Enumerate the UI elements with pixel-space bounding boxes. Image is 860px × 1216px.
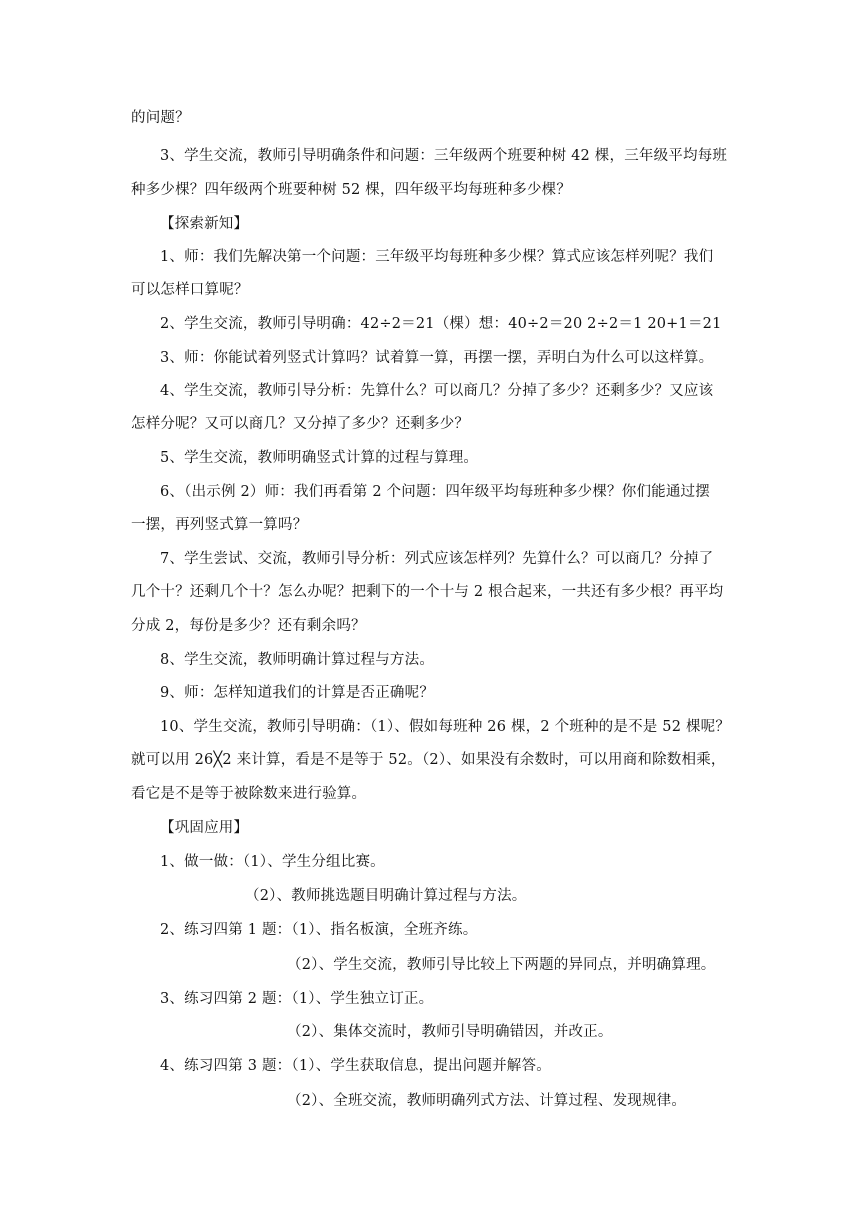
section-heading: 【巩固应用】 (160, 820, 249, 836)
text-line: 1、做一做：（1）、学生分组比赛。 (160, 854, 385, 870)
text-line: 8、学生交流，教师明确计算过程与方法。 (160, 652, 435, 668)
text-line: 1、师：我们先解决第一个问题：三年级平均每班种多少棵？算式应该怎样列呢？我们 (160, 249, 714, 265)
text-line: 怎样分呢？又可以商几？又分掉了多少？还剩多少？ (131, 416, 470, 432)
text-line: 分成 2，每份是多少？还有剩余吗？ (131, 618, 366, 634)
text-line: 的问题？ (131, 110, 190, 126)
text-line: 就可以用 26╳2 来计算，看是不是等于 52。（2）、如果没有余数时，可以用商和除数相乘， (131, 752, 726, 768)
text-line: 6、（出示例 2）师：我们再看第 2 个问题：四年级平均每班种多少棵？你们能通过摆 (160, 484, 710, 500)
text-line: 4、练习四第 3 题：（1）、学生获取信息，提出问题并解答。 (160, 1058, 551, 1074)
text-line: 4、学生交流，教师引导分析：先算什么？可以商几？分掉了多少？还剩多少？又应该 (160, 383, 714, 399)
text-line: 5、学生交流，教师明确竖式计算的过程与算理。 (160, 450, 479, 466)
text-line: 可以怎样口算呢？ (131, 282, 249, 298)
text-line: （2）、集体交流时，教师引导明确错因，并改正。 (287, 1024, 613, 1040)
text-line: （2）、全班交流，教师明确列式方法、计算过程、发现规律。 (287, 1093, 687, 1109)
text-line: 9、师：怎样知道我们的计算是否正确呢？ (160, 685, 435, 701)
text-line: 3、练习四第 2 题：（1）、学生独立订正。 (160, 991, 434, 1007)
text-line: 一摆，再列竖式算一算吗？ (131, 517, 308, 533)
text-line: 3、学生交流，教师引导明确条件和问题：三年级两个班要种树 42 棵，三年级平均每班 (160, 148, 728, 164)
text-line: 几个十？还剩几个十？怎么办呢？把剩下的一个十与 2 根合起来，一共还有多少根？再平均 (131, 584, 724, 600)
text-line: （2）、教师挑选题目明确计算过程与方法。 (245, 888, 527, 904)
text-line: 10、学生交流，教师引导明确：（1）、假如每班种 26 棵，2 个班种的是不是 52 棵呢？ (160, 719, 731, 735)
text-line: 看它是不是等于被除数来进行验算。 (131, 786, 367, 802)
text-line: 3、师：你能试着列竖式计算吗？试着算一算，再摆一摆，弄明白为什么可以这样算。 (160, 350, 714, 366)
text-line: 7、学生尝试、交流，教师引导分析：列式应该怎样列？先算什么？可以商几？分掉了 (160, 551, 714, 567)
text-line: 2、学生交流，教师引导明确：42÷2＝21（棵）想：40÷2＝20 2÷2＝1 20+1＝21 (160, 316, 722, 332)
text-line: 2、练习四第 1 题：（1）、指名板演，全班齐练。 (160, 922, 478, 938)
text-line: 种多少棵？四年级两个班要种树 52 棵，四年级平均每班种多少棵？ (131, 182, 572, 198)
section-heading: 【探索新知】 (160, 216, 249, 232)
text-line: （2）、学生交流，教师引导比较上下两题的异同点，并明确算理。 (287, 957, 716, 973)
